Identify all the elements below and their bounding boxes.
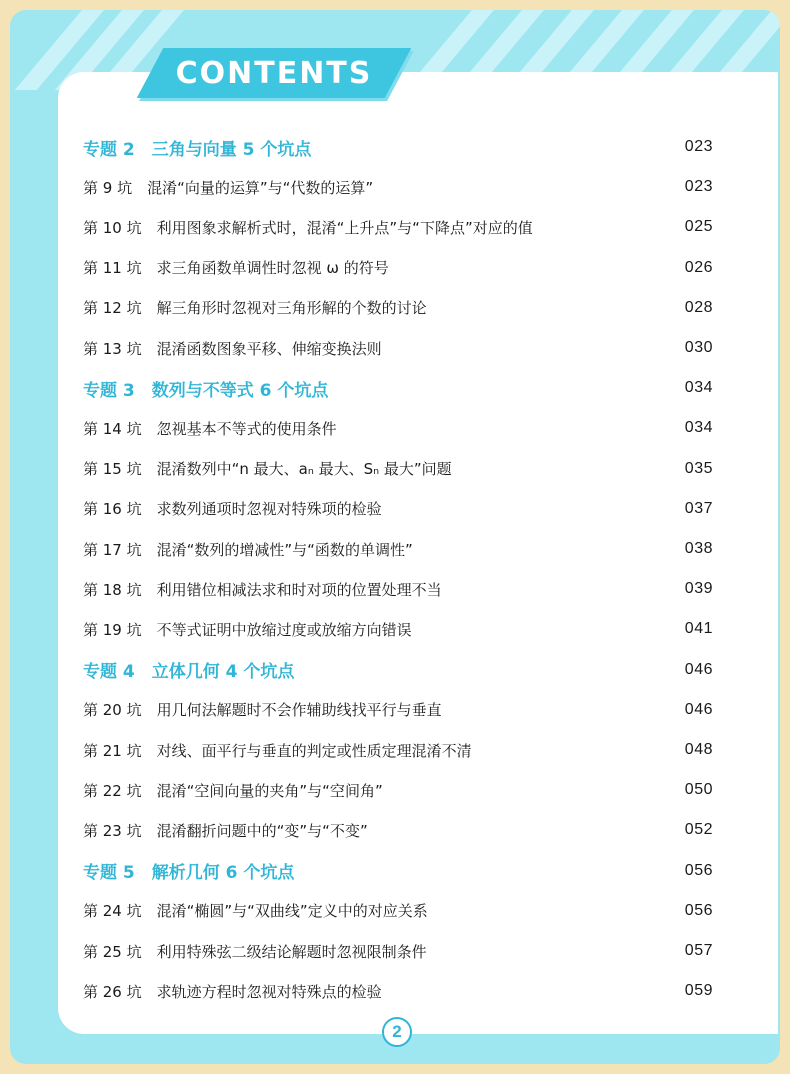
- page-ref: 059: [684, 982, 713, 1000]
- page-ref: 034: [684, 379, 713, 397]
- page-ref: 035: [684, 459, 713, 477]
- item-title: 第 25 坑 利用特殊弦二级结论解题时忽视限制条件: [83, 942, 427, 961]
- page-ref: 050: [684, 781, 713, 799]
- topic-title: 专题 2 三角与向量 5 个坑点: [83, 139, 312, 160]
- toc-item-row[interactable]: [83, 333, 713, 363]
- page-ref: 037: [684, 499, 713, 517]
- bottom-band: [58, 1034, 780, 1064]
- page-ref: 030: [684, 339, 713, 356]
- page-ref: 052: [684, 821, 713, 839]
- toc-item-row[interactable]: [83, 494, 713, 524]
- item-title: 第 19 坑 不等式证明中放缩过度或放缩方向错误: [83, 620, 412, 639]
- toc-item-row[interactable]: [83, 815, 713, 845]
- page-ref: 056: [684, 861, 713, 879]
- page-ref: 023: [684, 138, 713, 155]
- toc-item-row[interactable]: [83, 293, 713, 323]
- item-title: 第 18 坑 利用错位相减法求和时对项的位置处理不当: [83, 580, 442, 599]
- toc-topic-row[interactable]: [83, 856, 713, 886]
- toc-topic-row[interactable]: [83, 132, 713, 162]
- item-title: 第 23 坑 混淆翻折问题中的“变”与“不变”: [83, 821, 368, 840]
- topic-title: 专题 5 解析几何 6 个坑点: [83, 863, 295, 884]
- toc-item-row[interactable]: [83, 735, 713, 765]
- item-title: 第 16 坑 求数列通项时忽视对特殊项的检验: [83, 500, 382, 519]
- item-title: 第 24 坑 混淆“椭圆”与“双曲线”定义中的对应关系: [83, 902, 428, 921]
- item-title: 第 15 坑 混淆数列中“n 最大、aₙ 最大、Sₙ 最大”问题: [83, 460, 452, 479]
- item-title: 第 9 坑 混淆“向量的运算”与“代数的运算”: [83, 178, 374, 197]
- page-ref: 041: [684, 620, 713, 638]
- topic-title: 专题 4 立体几何 4 个坑点: [83, 662, 295, 683]
- toc-item-row[interactable]: [83, 614, 713, 644]
- toc-item-row[interactable]: [83, 936, 713, 966]
- page-ref: 048: [684, 741, 713, 758]
- item-title: 第 21 坑 对线、面平行与垂直的判定或性质定理混淆不清: [83, 741, 472, 760]
- toc-item-row[interactable]: [83, 574, 713, 604]
- page-ref: 046: [684, 660, 713, 678]
- toc-item-row[interactable]: [83, 454, 713, 484]
- toc-item-row[interactable]: [83, 413, 713, 443]
- toc-item-row[interactable]: [83, 976, 713, 1006]
- item-title: 第 22 坑 混淆“空间向量的夹角”与“空间角”: [83, 781, 383, 800]
- page-ref: 046: [684, 700, 713, 718]
- page-ref: 056: [684, 901, 713, 919]
- page-ref: 039: [684, 580, 713, 598]
- item-title: 第 11 坑 求三角函数单调性时忽视 ω 的符号: [83, 259, 389, 278]
- toc-item-row[interactable]: [83, 212, 713, 242]
- toc-item-row[interactable]: [83, 253, 713, 283]
- page-number: 2: [382, 1017, 412, 1047]
- toc-item-row[interactable]: [83, 896, 713, 926]
- page-ref: 057: [684, 942, 713, 959]
- item-title: 第 17 坑 混淆“数列的增减性”与“函数的单调性”: [83, 540, 413, 559]
- toc-item-row[interactable]: [83, 534, 713, 564]
- page-title: CONTENTS: [175, 55, 373, 91]
- page-ref: 026: [684, 258, 713, 276]
- toc-topic-row[interactable]: [83, 373, 713, 403]
- page-ref: 023: [684, 178, 713, 196]
- item-title: 第 10 坑 利用图象求解析式时，混淆“上升点”与“下降点”对应的值: [83, 218, 533, 237]
- item-title: 第 13 坑 混淆函数图象平移、伸缩变换法则: [83, 339, 382, 358]
- toc-topic-row[interactable]: [83, 655, 713, 685]
- page-ref: 025: [684, 218, 713, 236]
- item-title: 第 26 坑 求轨迹方程时忽视对特殊点的检验: [83, 982, 382, 1001]
- item-title: 第 20 坑 用几何法解题时不会作辅助线找平行与垂直: [83, 701, 442, 720]
- topic-title: 专题 3 数列与不等式 6 个坑点: [83, 380, 329, 401]
- page-ref: 038: [684, 540, 713, 557]
- item-title: 第 14 坑 忽视基本不等式的使用条件: [83, 419, 337, 438]
- toc-item-row[interactable]: [83, 695, 713, 725]
- toc-item-row[interactable]: [83, 172, 713, 202]
- toc-item-row[interactable]: [83, 775, 713, 805]
- page-ref: 028: [684, 298, 713, 316]
- item-title: 第 12 坑 解三角形时忽视对三角形解的个数的讨论: [83, 299, 427, 318]
- page-ref: 034: [684, 419, 713, 437]
